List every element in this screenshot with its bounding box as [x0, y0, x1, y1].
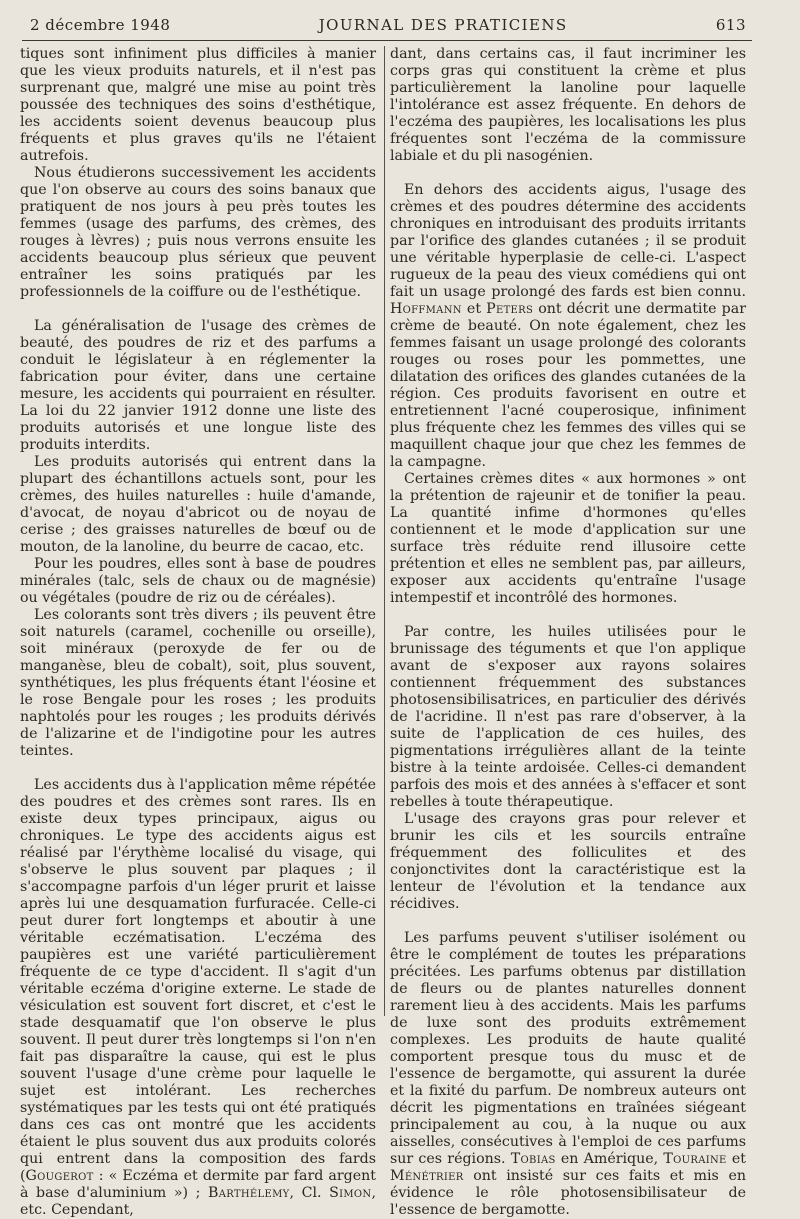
author-name: Touraine — [663, 1151, 727, 1167]
author-name: Tobias — [510, 1151, 556, 1167]
paragraph-text: en Amérique, — [555, 1151, 664, 1167]
right-column — [390, 46, 747, 1218]
author-name: Ménétrier — [390, 1168, 464, 1184]
paragraph-text: , etc. Cependant, — [20, 1185, 376, 1218]
author-name: Hoffmann — [390, 301, 462, 317]
paragraph — [390, 930, 746, 1219]
paragraph-text: ont décrit une dermatite par crème de beauté. On note également, chez les femmes faisant un usage prolongé des colorants rouges ou roses pour les pommettes, une dilatation des orifices des glandes cutanées de la région. Ces produits favorisent en outre et entretiennent l'acné couperosique, infiniment plus fréquente chez les femmes des villes qui se maquillent chaque jour que chez les femmes de la campagne. — [390, 301, 746, 470]
paragraph: L'usage des crayons gras pour relever et brunir les cils et les sourcils entraîne fréquemment des folliculites et des conjonctivites dont la caractéristique est la lenteur de l'évolution et la tendance aux récidives. — [390, 811, 746, 912]
paragraph: tiques sont infiniment plus difficiles à manier que les vieux produits naturels, et il n'est pas surprenant que, malgré une mise au point très poussée des techniques des soins d'esthétique, les accidents soient devenus beaucoup plus fréquents et plus graves qu'ils ne l'étaient autrefois. — [20, 46, 376, 164]
paragraph-text: et — [726, 1151, 747, 1167]
paragraph-text: , Cl. — [289, 1185, 330, 1201]
paragraph-text: Les accidents dus à l'application même répétée des poudres et des crèmes sont rares. Ils en existe deux types principaux, aigus ou chroniques. Le type des accidents aigus est réalisé par l'érythème localisé du visage, qui s'observe le plus souvent par plaques ; il s'accompagne parfois d'un léger prurit et laisse après lui une desquamation furfuracée. Celle-ci peut durer fort longtemps et aboutir à une véritable eczématisation. L'eczéma des paupières est une variété particulièrement fréquente de ce type d'accident. Il s'agit d'un véritable eczéma d'origine externe. Le stade de vésiculation est souvent fort discret, et c'est le stade desquamatif que l'on observe le plus souvent. Il peut durer très longtemps si l'on n'en fait pas disparaître la cause, qui est le plus souvent l'usage d'une crème pour laquelle le sujet est intolérant. Les recherches systématiques par les tests qui ont été pratiqués dans ces cas ont montré que les accidents étaient le plus souvent dus aux produits colorés qui entrent dans la composition des fards ( — [20, 777, 376, 1184]
paragraph-text: Les parfums peuvent s'utiliser isolément ou être le complément de toutes les préparations précitées. Les parfums obtenus par distillation de fleurs ou de plantes naturelles donnent rarement lieu à des accidents. Mais les parfums de luxe sont des produits extrêmement complexes. Les produits de haute qualité comportent presque tous du musc et de l'essence de bergamotte, qui assurent la durée et la fixité du parfum. De nombreux auteurs ont décrit les pigmentations en traînées siégeant principalement au cou, à la nuque ou aux aisselles, consécutives à l'emploi de ces parfums sur ces régions. — [390, 930, 746, 1167]
paragraph: Pour les poudres, elles sont à base de poudres minérales (talc, sels de chaux ou de magnésie) ou végétales (poudre de riz ou de céréales). — [20, 556, 376, 606]
author-name: Simon — [329, 1185, 372, 1201]
author-name: Gougerot — [25, 1168, 94, 1184]
paragraph: Les colorants sont très divers ; ils peuvent être soit naturels (caramel, cochenille ou orseille), soit minéraux (peroxyde de fer ou de manganèse, bleu de cobalt), soit, plus souvent, synthétiques, les plus fréquents étant l'éosine et le rose Bengale pour les roses ; les produits naphtolés pour les rouges ; les produits dérivés de l'alizarine et de l'indigotine pour les autres teintes. — [20, 607, 376, 759]
paragraph-text: : « Eczéma et dermite par fard argent à base d'aluminium ») ; — [20, 1168, 376, 1201]
header-rule — [22, 40, 752, 41]
paragraph: Certaines crèmes dites « aux hormones » ont la prétention de rajeunir et de tonifier la peau. La quantité infime d'hormones qu'elles contiennent et le mode d'application sur une surface très réduite rend illusoire cette prétention et elles ne semblent pas, par ailleurs, exposer aux accidents qu'entraîne l'usage intempestif et incontrôlé des hormones. — [390, 471, 746, 606]
left-column — [20, 46, 376, 1218]
paragraph: La généralisation de l'usage des crèmes de beauté, des poudres de riz et des parfums a conduit le législateur à en réglementer la fabrication pour éviter, dans une certaine mesure, les accidents qui pourraient en résulter. La loi du 22 janvier 1912 donne une liste des produits autorisés et une longue liste des produits interdits. — [20, 318, 376, 453]
page-number: 613 — [715, 16, 746, 34]
author-name: Barthélemy — [208, 1185, 290, 1201]
paragraph: Par contre, les huiles utilisées pour le brunissage des téguments et que l'on applique avant de s'exposer aux rayons solaires contiennent fréquemment des substances photosensibilisatrices, en particulier des dérivés de l'acridine. Il n'est pas rare d'observer, à la suite de l'application de ces huiles, des pigmentations irrégulières allant de la teinte bistre à la teinte ardoisée. Celles-ci demandent parfois des mois et des années à s'effacer et sont rebelles à toute thérapeutique. — [390, 624, 746, 810]
author-name: Peters — [486, 301, 534, 317]
issue-date: 2 décembre 1948 — [30, 16, 171, 34]
page-header — [30, 12, 746, 38]
paragraph: dant, dans certains cas, il faut incriminer les corps gras qui constituent la crème et plus particulièrement la lanoline pour laquelle l'intolérance est assez fréquente. En dehors de l'eczéma des paupières, les localisations les plus fréquentes sont l'eczéma de la commissure labiale et du pli nasogénien. — [390, 46, 746, 164]
paragraph-text: ont insisté sur ces faits et mis en évidence le rôle photosensibilisateur de l'essence de bergamotte. — [390, 1168, 746, 1218]
paragraph-text: et — [461, 301, 487, 317]
column-divider — [384, 46, 385, 1016]
journal-title: JOURNAL DES PRATICIENS — [318, 16, 568, 34]
paragraph — [390, 182, 746, 471]
paragraph — [20, 777, 376, 1219]
paragraph: Nous étudierons successivement les accidents que l'on observe au cours des soins banaux que pratiquent de nos jours à peu près toutes les femmes (usage des parfums, des crèmes, des rouges à lèvres) ; puis nous verrons ensuite les accidents beaucoup plus sérieux que peuvent entraîner les soins pratiqués par les professionnels de la coiffure ou de l'esthétique. — [20, 165, 376, 300]
paragraph: Les produits autorisés qui entrent dans la plupart des échantillons actuels sont, pour les crèmes, des huiles naturelles : huile d'amande, d'avocat, de noyau d'abricot ou de noyau de cerise ; des graisses naturelles de bœuf ou de mouton, de la lanoline, du beurre de cacao, etc. — [20, 454, 376, 555]
paragraph-text: En dehors des accidents aigus, l'usage des crèmes et des poudres détermine des accidents chroniques en introduisant des produits irritants par l'orifice des glandes cutanées ; il se produit une véritable hyperplasie de celle-ci. L'aspect rugueux de la peau des vieux comédiens qui ont fait un usage prolongé des fards est bien connu. — [390, 182, 746, 300]
